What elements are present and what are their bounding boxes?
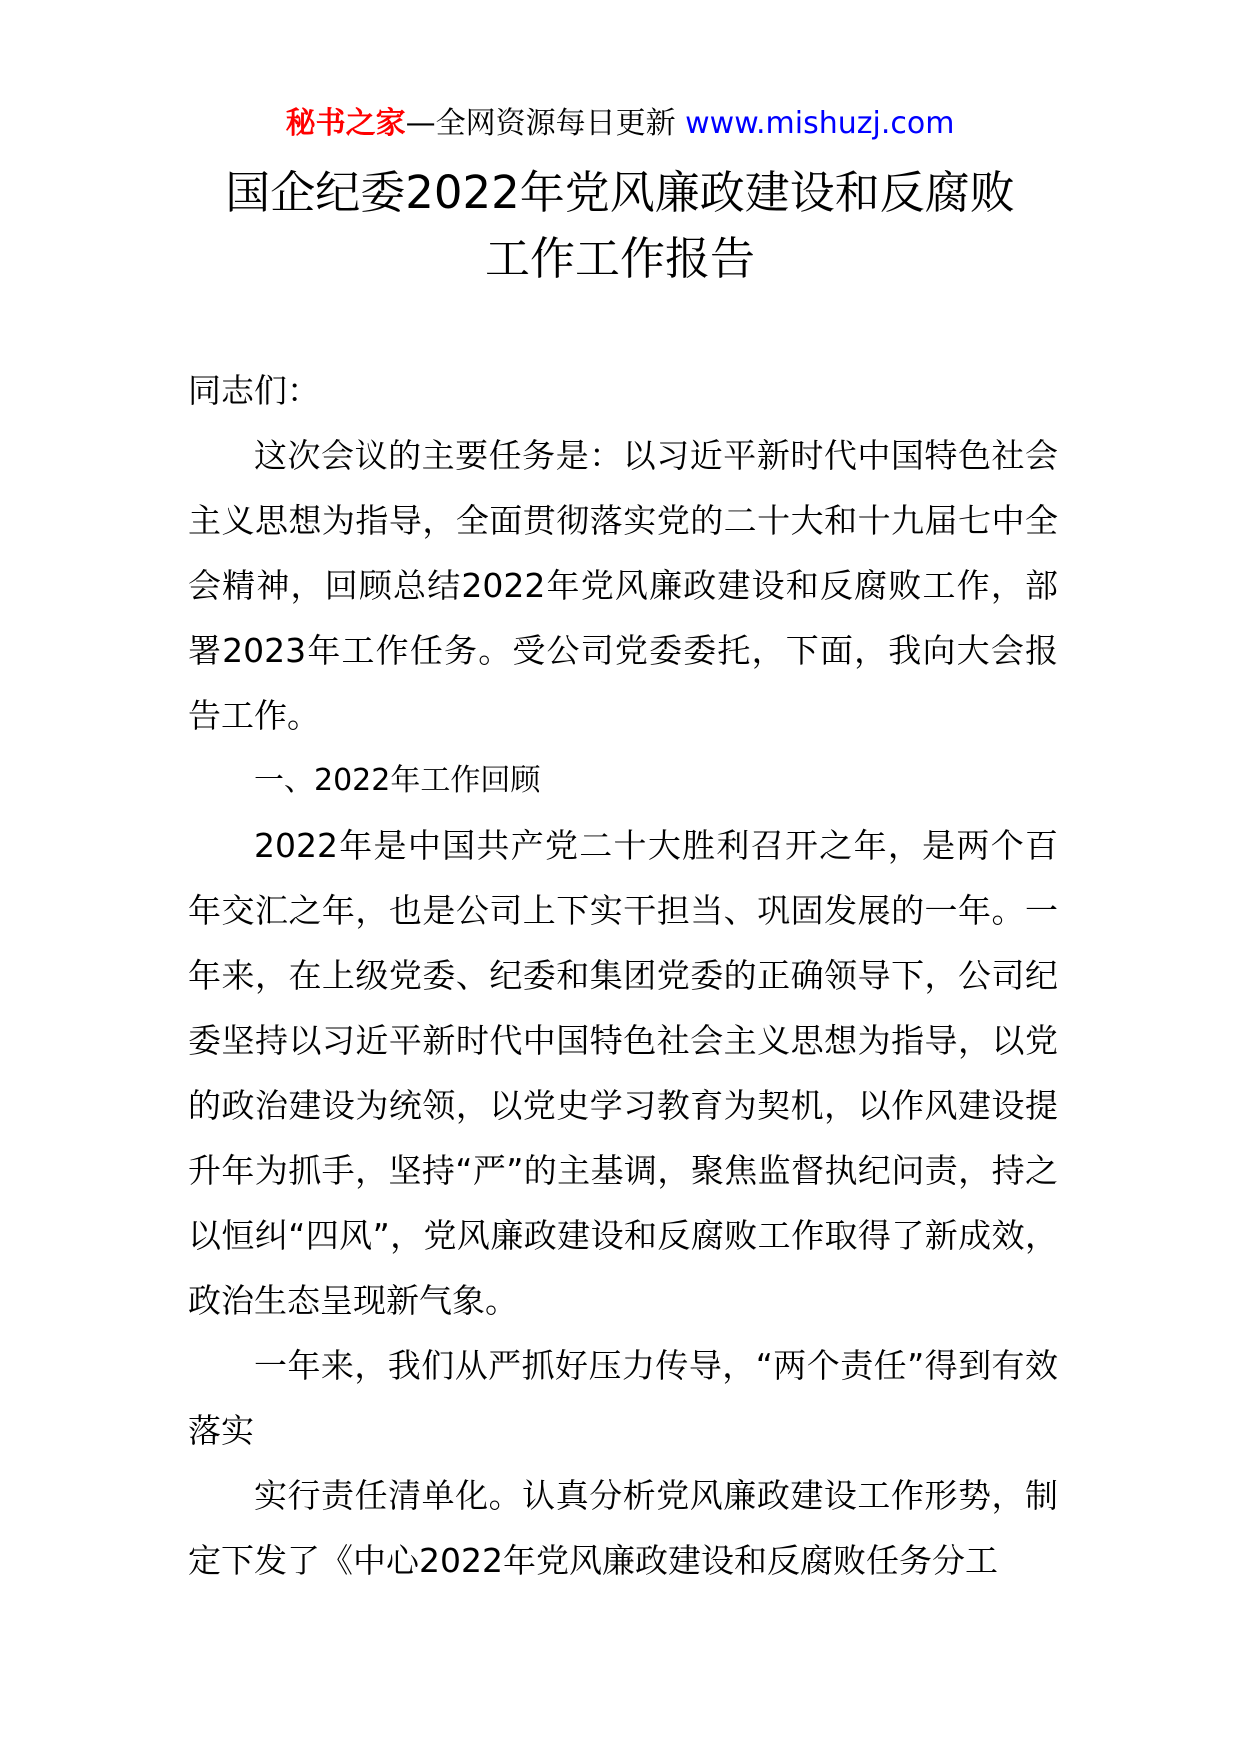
paragraph-intro: 这次会议的主要任务是：以习近平新时代中国特色社会主义思想为指导，全面贯彻落实党的二十大和十九届七中全会精神，回顾总结2022年党风廉政建设和反腐败工作，部署2023年工作任务。受公司党委委托，下面，我向大会报告工作。 [188, 436, 1058, 735]
document-body [188, 358, 1058, 1593]
title-line-1: 国企纪委2022年党风廉政建设和反腐败 [225, 166, 1015, 219]
salutation: 同志们： [188, 371, 320, 410]
section-heading: 一、2022年工作回顾 [254, 763, 541, 798]
paragraph-checklist: 实行责任清单化。认真分析党风廉政建设工作形势，制定下发了《中心2022年党风廉政建设和反腐败任务分工 [188, 1476, 1058, 1580]
paragraph-review: 2022年是中国共产党二十大胜利召开之年，是两个百年交汇之年，也是公司上下实干担当、巩固发展的一年。一年来，在上级党委、纪委和集团党委的正确领导下，公司纪委坚持以习近平新时代中国特色社会主义思想为指导，以党的政治建设为统领，以党史学习教育为契机，以作风建设提升年为抓手，坚持“严”的主基调，聚焦监督执纪问责，持之以恒纠“四风”，党风廉政建设和反腐败工作取得了新成效，政治生态呈现新气象。 [188, 826, 1058, 1320]
paragraph-responsibility: 一年来，我们从严抓好压力传导，“两个责任”得到有效落实 [188, 1346, 1058, 1450]
title-line-2: 工作工作报告 [484, 232, 755, 285]
document-title [0, 160, 1240, 292]
brand-name: 秘书之家 [285, 106, 406, 141]
site-header [0, 102, 1240, 146]
site-url-link[interactable]: www.mishuzj.com [685, 106, 955, 141]
header-tagline: —全网资源每日更新 [405, 106, 676, 141]
